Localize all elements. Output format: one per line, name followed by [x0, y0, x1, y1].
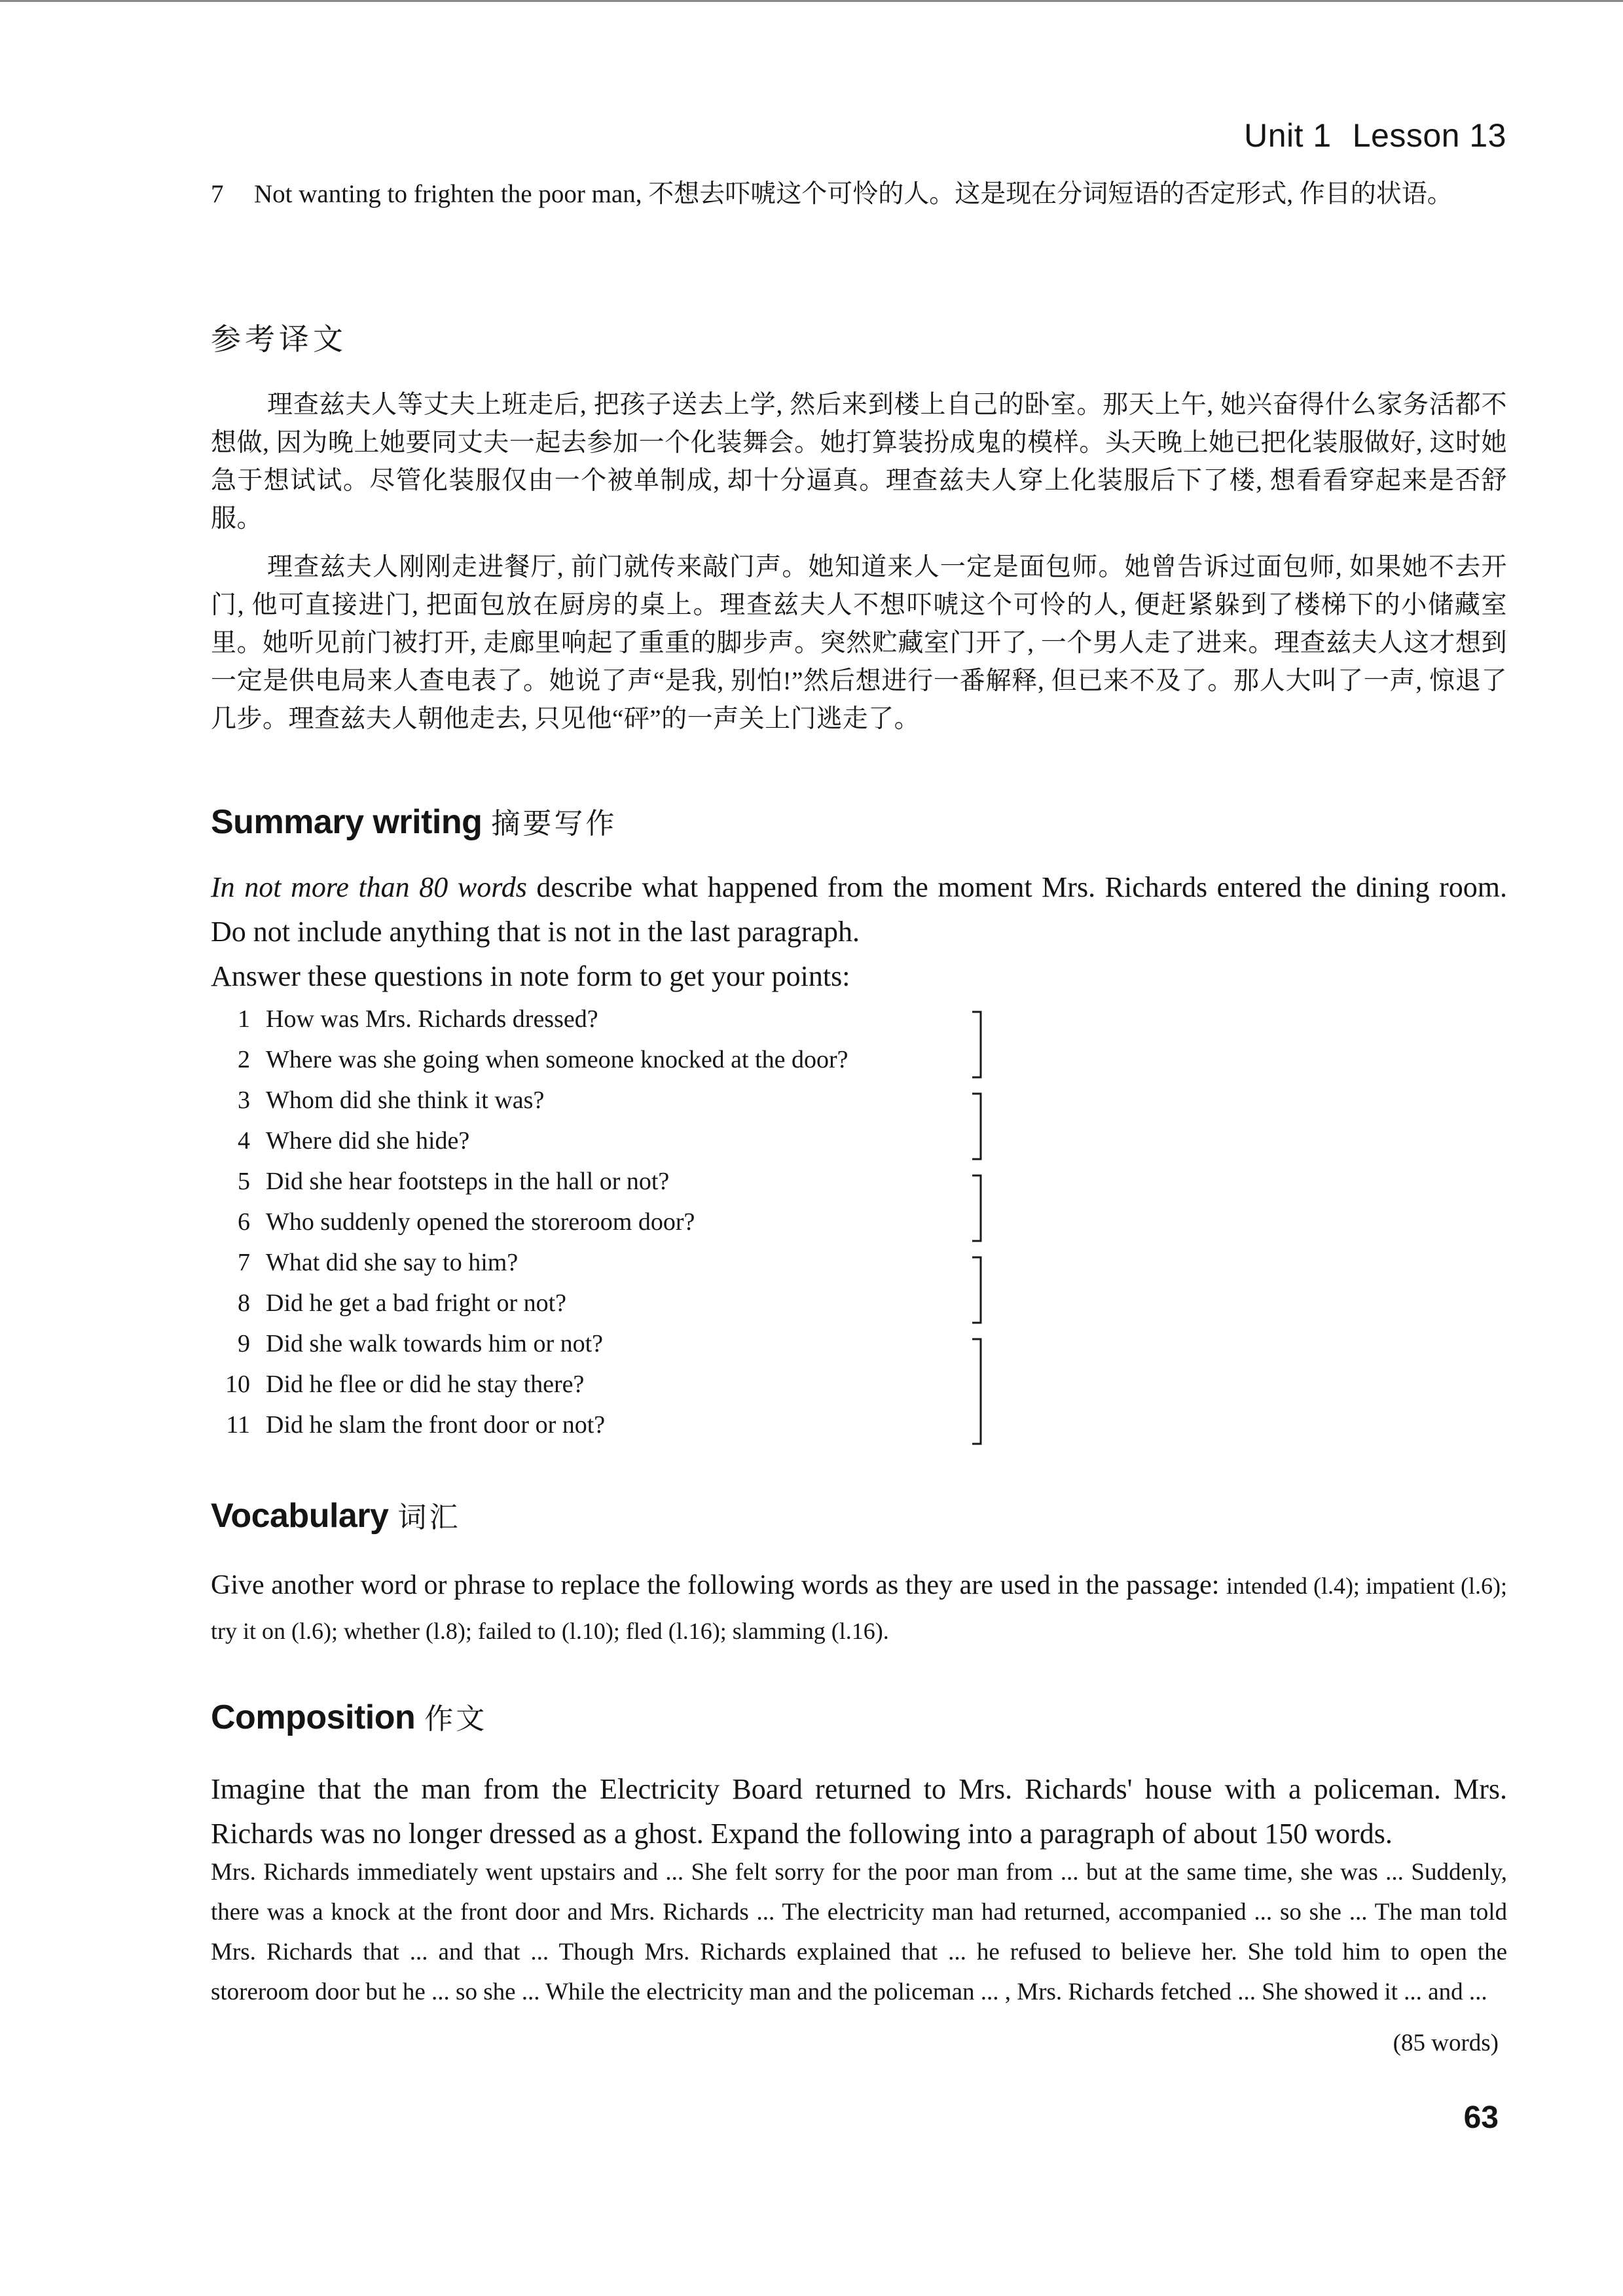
list-item	[211, 1364, 1062, 1405]
question-number: 6	[238, 1208, 250, 1236]
question-text: Where did she hide?	[266, 1127, 470, 1155]
bracket-group-4	[972, 1257, 981, 1323]
composition-heading-zh: 作文	[424, 1702, 488, 1736]
question-text: Did he get a bad fright or not?	[266, 1289, 567, 1317]
question-text: Whom did she think it was?	[266, 1086, 545, 1114]
vocabulary-heading	[211, 1494, 460, 1535]
question-text: Did he flee or did he stay there?	[266, 1371, 585, 1398]
list-item	[211, 1202, 1062, 1242]
vocabulary-exercise	[211, 1563, 1507, 1653]
summary-instructions	[211, 865, 1507, 999]
question-number: 1	[238, 1005, 250, 1033]
question-text: Who suddenly opened the storeroom door?	[266, 1208, 695, 1236]
list-item	[211, 999, 1062, 1039]
vocabulary-word-list: intended (l.4); impatient (l.6); try it on (l.6); whether (l.8); failed to (l.10); fled (l.16); slamming (l.16).	[211, 1573, 1507, 1644]
question-text: Where was she going when someone knocked at the door?	[266, 1046, 848, 1073]
bracket-group-2	[972, 1094, 981, 1159]
question-number: 8	[238, 1289, 250, 1317]
list-item	[211, 1161, 1062, 1202]
translation-paragraph-1: 理查兹夫人等丈夫上班走后, 把孩子送去上学, 然后来到楼上自己的卧室。那天上午, 她兴奋得什么家务活都不想做, 因为晚上她要同丈夫一起去参加一个化装舞会。她打算装扮成鬼的模样。头天晚上她已把化装服做好, 这时她急于想试试。尽管化装服仅由一个被单制成, 却十分逼真。理查兹夫人穿上化装服后下了楼, 想看看穿起来是否舒服。	[211, 391, 1507, 533]
unit-label: Unit 1	[1244, 117, 1332, 154]
bracket-group-1	[972, 1012, 981, 1077]
summary-intro-text: describe what happened from the moment Mrs. Richards entered the dining room. Do not include anything that is not in the last paragraph.	[211, 871, 1507, 948]
summary-heading	[211, 800, 617, 842]
question-number: 3	[238, 1086, 250, 1114]
question-number: 7	[238, 1249, 250, 1276]
question-text: What did she say to him?	[266, 1249, 519, 1276]
note-item-7	[211, 175, 1507, 213]
page-number: 63	[1463, 2100, 1499, 2135]
page-top-border	[0, 0, 1623, 2]
composition-outline: Mrs. Richards immediately went upstairs and ... She felt sorry for the poor man from ... but at the same time, she was ... Suddenly, there was a knock at the front door and Mrs. Richards ... The electricity man had returned, accompanied ... so she ... The man told Mrs. Richards that ... and that ... Though Mrs. Richards explained that ... he refused to believe her. She told him to open the storeroom door but he ... so she ... While the electricity man and the policeman ... , Mrs. Richards fetched ... She showed it ... and ...	[211, 1859, 1507, 2005]
question-number: 5	[238, 1168, 250, 1195]
translation-title: 参考译文	[211, 323, 347, 356]
question-text: How was Mrs. Richards dressed?	[266, 1005, 598, 1033]
lesson-label: Lesson 13	[1352, 117, 1506, 154]
question-number: 10	[225, 1371, 250, 1398]
list-item	[211, 1405, 1062, 1445]
question-group-brackets	[969, 999, 995, 1457]
question-number: 11	[226, 1411, 250, 1439]
note-text: Not wanting to frighten the poor man, 不想去吓唬这个可怜的人。这是现在分词短语的否定形式, 作目的状语。	[254, 180, 1453, 208]
translation-paragraph-2: 理查兹夫人刚刚走进餐厅, 前门就传来敲门声。她知道来人一定是面包师。她曾告诉过面包师, 如果她不去开门, 他可直接进门, 把面包放在厨房的桌上。理查兹夫人不想吓唬这个可怜的人, 便赶紧躲到了楼梯下的小储藏室里。她听见前门被打开, 走廊里响起了重重的脚步声。突然贮藏室门开了, 一个男人走了进来。理查兹夫人这才想到一定是供电局来人查电表了。她说了声“是我, 别怕!”然后想进行一番解释, 但已来不及了。那人大叫了一声, 惊退了几步。理查兹夫人朝他走去, 只见他“砰”的一声关上门逃走了。	[211, 553, 1507, 733]
bracket-group-5	[972, 1339, 981, 1444]
list-item	[211, 1323, 1062, 1364]
list-item	[211, 1039, 1062, 1080]
question-number: 9	[238, 1330, 250, 1357]
composition-word-count: (85 words)	[1393, 2030, 1499, 2056]
bracket-group-3	[972, 1175, 981, 1241]
summary-heading-en: Summary writing	[211, 803, 483, 841]
question-text: Did he slam the front door or not?	[266, 1411, 606, 1439]
question-number: 4	[238, 1127, 250, 1155]
summary-heading-zh: 摘要写作	[491, 807, 617, 840]
question-text: Did she walk towards him or not?	[266, 1330, 604, 1357]
question-text: Did she hear footsteps in the hall or not?	[266, 1168, 670, 1195]
question-number: 2	[238, 1046, 250, 1073]
running-header	[1244, 117, 1506, 154]
vocabulary-heading-zh: 词汇	[397, 1501, 461, 1534]
note-number: 7	[211, 180, 224, 208]
composition-heading	[211, 1695, 487, 1737]
list-item	[211, 1242, 1062, 1283]
composition-heading-en: Composition	[211, 1698, 416, 1736]
list-item	[211, 1080, 1062, 1121]
vocabulary-instruction: Give another word or phrase to replace the following words as they are used in the passage:	[211, 1570, 1226, 1600]
summary-word-limit: In not more than 80 words	[211, 871, 527, 903]
summary-note-instruction: Answer these questions in note form to get your points:	[211, 960, 850, 992]
vocabulary-heading-en: Vocabulary	[211, 1497, 389, 1535]
summary-questions-list	[211, 999, 1062, 1445]
list-item	[211, 1121, 1062, 1161]
list-item	[211, 1283, 1062, 1323]
composition-instructions: Imagine that the man from the Electricity Board returned to Mrs. Richards' house with a policeman. Mrs. Richards was no longer dressed as a ghost. Expand the following into a paragraph of about 150 words.	[211, 1773, 1507, 1850]
